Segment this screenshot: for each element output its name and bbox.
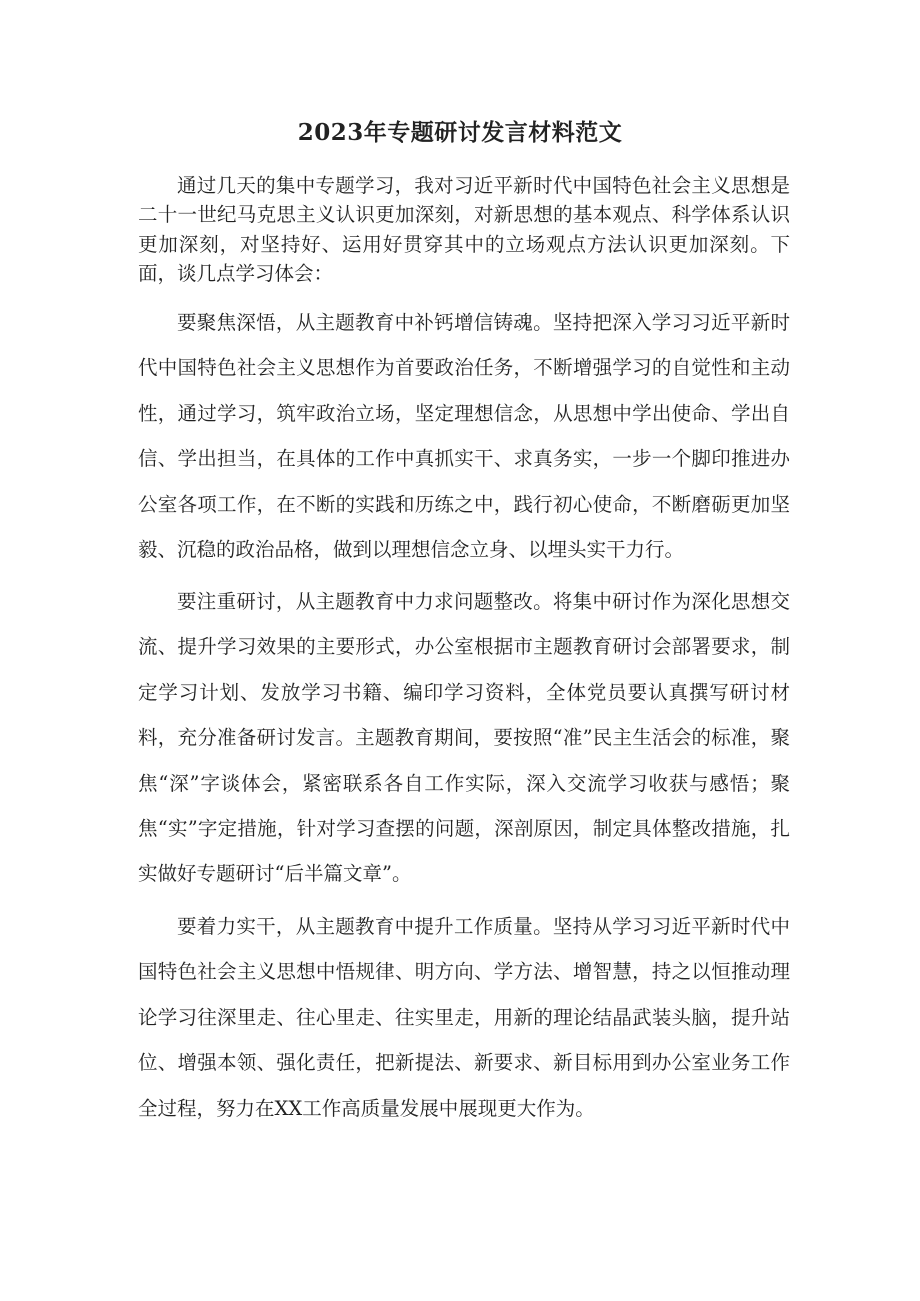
body-paragraph-1: 要聚焦深悟，从主题教育中补钙增信铸魂。坚持把深入学习习近平新时代中国特色社会主义思想作为首要政治任务，不断增强学习的自觉性和主动性，通过学习，筑牢政治立场，坚定理想信念，从思想中学出使命、学出自信、学出担当，在具体的工作中真抓实干、求真务实，一步一个脚印推进办公室各项工作，在不断的实践和历练之中，践行初心使命，不断磨砺更加坚毅、沉稳的政治品格，做到以理想信念立身、以埋头实干力行。 [138,311,790,562]
intro-paragraph: 通过几天的集中专题学习，我对习近平新时代中国特色社会主义思想是二十一世纪马克思主义认识更加深刻，对新思想的基本观点、科学体系认识更加深刻，对坚持好、运用好贯穿其中的立场观点方法认识更加深刻。下面，谈几点学习体会： [138,174,790,285]
document-title: 2023年专题研讨发言材料范文 [297,119,623,146]
body-paragraph-2: 要注重研讨，从主题教育中力求问题整改。将集中研讨作为深化思想交流、提升学习效果的主要形式，办公室根据市主题教育研讨会部署要求，制定学习计划、发放学习书籍、编印学习资料，全体党员要认真撰写研讨材料，充分准备研讨发言。主题教育期间，要按照“准”民主生活会的标准，聚焦“深”字谈体会，紧密联系各自工作实际，深入交流学习收获与感悟；聚焦“实”字定措施，针对学习查摆的问题，深剖原因，制定具体整改措施，扎实做好专题研讨“后半篇文章”。 [138,590,790,886]
body-paragraph-3: 要着力实干，从主题教育中提升工作质量。坚持从学习习近平新时代中国特色社会主义思想中悟规律、明方向、学方法、增智慧，持之以恒推动理论学习往深里走、往心里走、往实里走，用新的理论结晶武装头脑，提升站位、增强本领、强化责任，把新提法、新要求、新目标用到办公室业务工作全过程，努力在XX工作高质量发展中展现更大作为。 [138,915,790,1120]
